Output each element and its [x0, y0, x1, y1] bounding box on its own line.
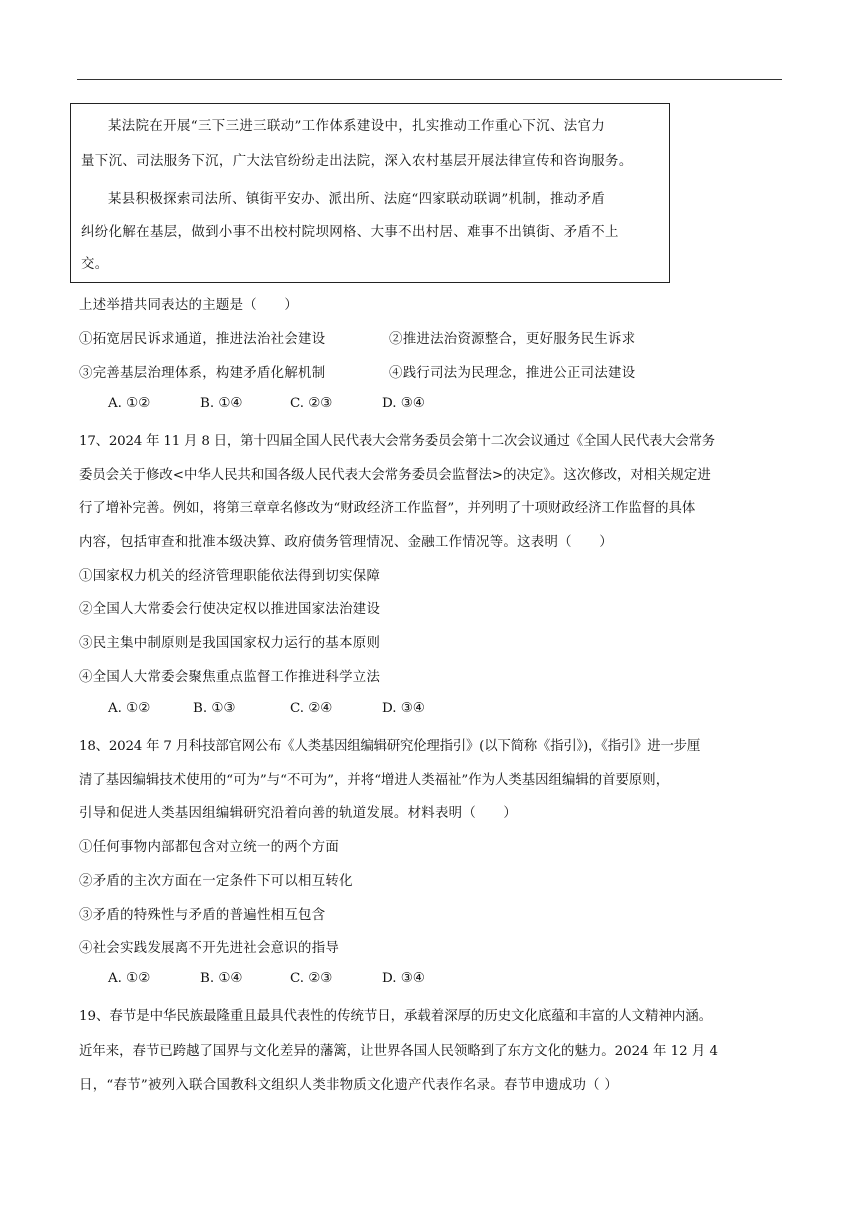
q16-option-a[interactable]: A. ①②: [108, 396, 151, 411]
material-text: 量下沉、司法服务下沉，广大法官纷纷走出法院，深入农村基层开展法律宣传和咨询服务。: [81, 154, 633, 169]
q16-item-2: ②推进法治资源整合，更好服务民生诉求: [389, 332, 636, 347]
q16-item-4: ④践行司法为民理念，推进公正司法建设: [389, 366, 636, 381]
q18-option-a[interactable]: A. ①②: [108, 971, 151, 986]
q17-stem-line: 行了增补完善。例如，将第三章章名修改为“财政经济工作监督”，并列明了十项财政经济工作监督的具体: [79, 501, 696, 516]
q18-stem-line: 清了基因编辑技术使用的“可为”与“不可为”，并将“增进人类福祉”作为人类基因组编辑的首要原则，: [79, 773, 670, 788]
material-text: 某法院在开展“三下三进三联动”工作体系建设中，扎实推动工作重心下沉、法官力: [108, 119, 606, 134]
q17-option-b[interactable]: B. ①③: [193, 701, 236, 716]
q16-option-b[interactable]: B. ①④: [200, 396, 243, 411]
q17-option-c[interactable]: C. ②④: [290, 701, 333, 716]
q16-option-d[interactable]: D. ③④: [382, 396, 425, 411]
q18-item-2: ②矛盾的主次方面在一定条件下可以相互转化: [79, 874, 353, 889]
q18-option-c[interactable]: C. ②③: [290, 971, 333, 986]
q17-item-4: ④全国人大常委会聚焦重点监督工作推进科学立法: [79, 670, 381, 685]
q17-item-2: ②全国人大常委会行使决定权以推进国家法治建设: [79, 602, 381, 617]
q18-item-4: ④社会实践发展离不开先进社会意识的指导: [79, 941, 340, 956]
q17-option-a[interactable]: A. ①②: [108, 701, 151, 716]
q17-stem-line: 委员会关于修改<中华人民共和国各级人民代表大会常务委员会监督法>的决定》。这次修改，对相关规定进: [79, 468, 711, 483]
material-text: 交。: [81, 257, 109, 272]
q19-stem-line: 日，“春节”被列入联合国教科文组织人类非物质文化遗产代表作名录。春节申遗成功（ ）: [79, 1078, 619, 1093]
header-rule: [77, 79, 782, 80]
q16-option-c[interactable]: C. ②③: [290, 396, 333, 411]
q17-stem-line: 17、2024 年 11 月 8 日，第十四届全国人民代表大会常务委员会第十二次会议通过《全国人民代表大会常务: [79, 434, 715, 449]
q18-stem-line: 引导和促进人类基因组编辑研究沿着向善的轨道发展。材料表明（ ）: [79, 806, 518, 821]
q16-item-3: ③完善基层治理体系，构建矛盾化解机制: [79, 366, 326, 381]
q18-option-b[interactable]: B. ①④: [200, 971, 243, 986]
q19-stem-line: 19、春节是中华民族最隆重且最具代表性的传统节日，承载着深厚的历史文化底蕴和丰富的人文精神内涵。: [79, 1009, 713, 1024]
material-text: 纠纷化解在基层，做到小事不出校村院坝网格、大事不出村居、难事不出镇街、矛盾不上: [81, 225, 619, 240]
q16-stem: 上述举措共同表达的主题是（ ）: [79, 298, 299, 313]
q18-stem-line: 18、2024 年 7 月科技部官网公布《人类基因组编辑研究伦理指引》(以下简称《指引》)，《指引》进一步厘: [79, 739, 701, 754]
q19-stem-line: 近年来，春节已跨越了国界与文化差异的藩篱，让世界各国人民领略到了东方文化的魅力。2024 年 12 月 4: [79, 1044, 719, 1059]
q17-item-1: ①国家权力机关的经济管理职能依法得到切实保障: [79, 569, 381, 584]
material-text: 某县积极探索司法所、镇街平安办、派出所、法庭“四家联动联调”机制，推动矛盾: [108, 192, 606, 207]
q17-stem-line: 内容，包括审查和批准本级决算、政府债务管理情况、金融工作情况等。这表明（ ）: [79, 535, 613, 550]
q18-option-d[interactable]: D. ③④: [382, 971, 425, 986]
q18-item-1: ①任何事物内部都包含对立统一的两个方面: [79, 840, 340, 855]
material-box: [70, 103, 670, 283]
q16-item-1: ①拓宽居民诉求通道，推进法治社会建设: [79, 332, 326, 347]
q17-option-d[interactable]: D. ③④: [382, 701, 425, 716]
q17-item-3: ③民主集中制原则是我国国家权力运行的基本原则: [79, 636, 381, 651]
q18-item-3: ③矛盾的特殊性与矛盾的普遍性相互包含: [79, 908, 326, 923]
